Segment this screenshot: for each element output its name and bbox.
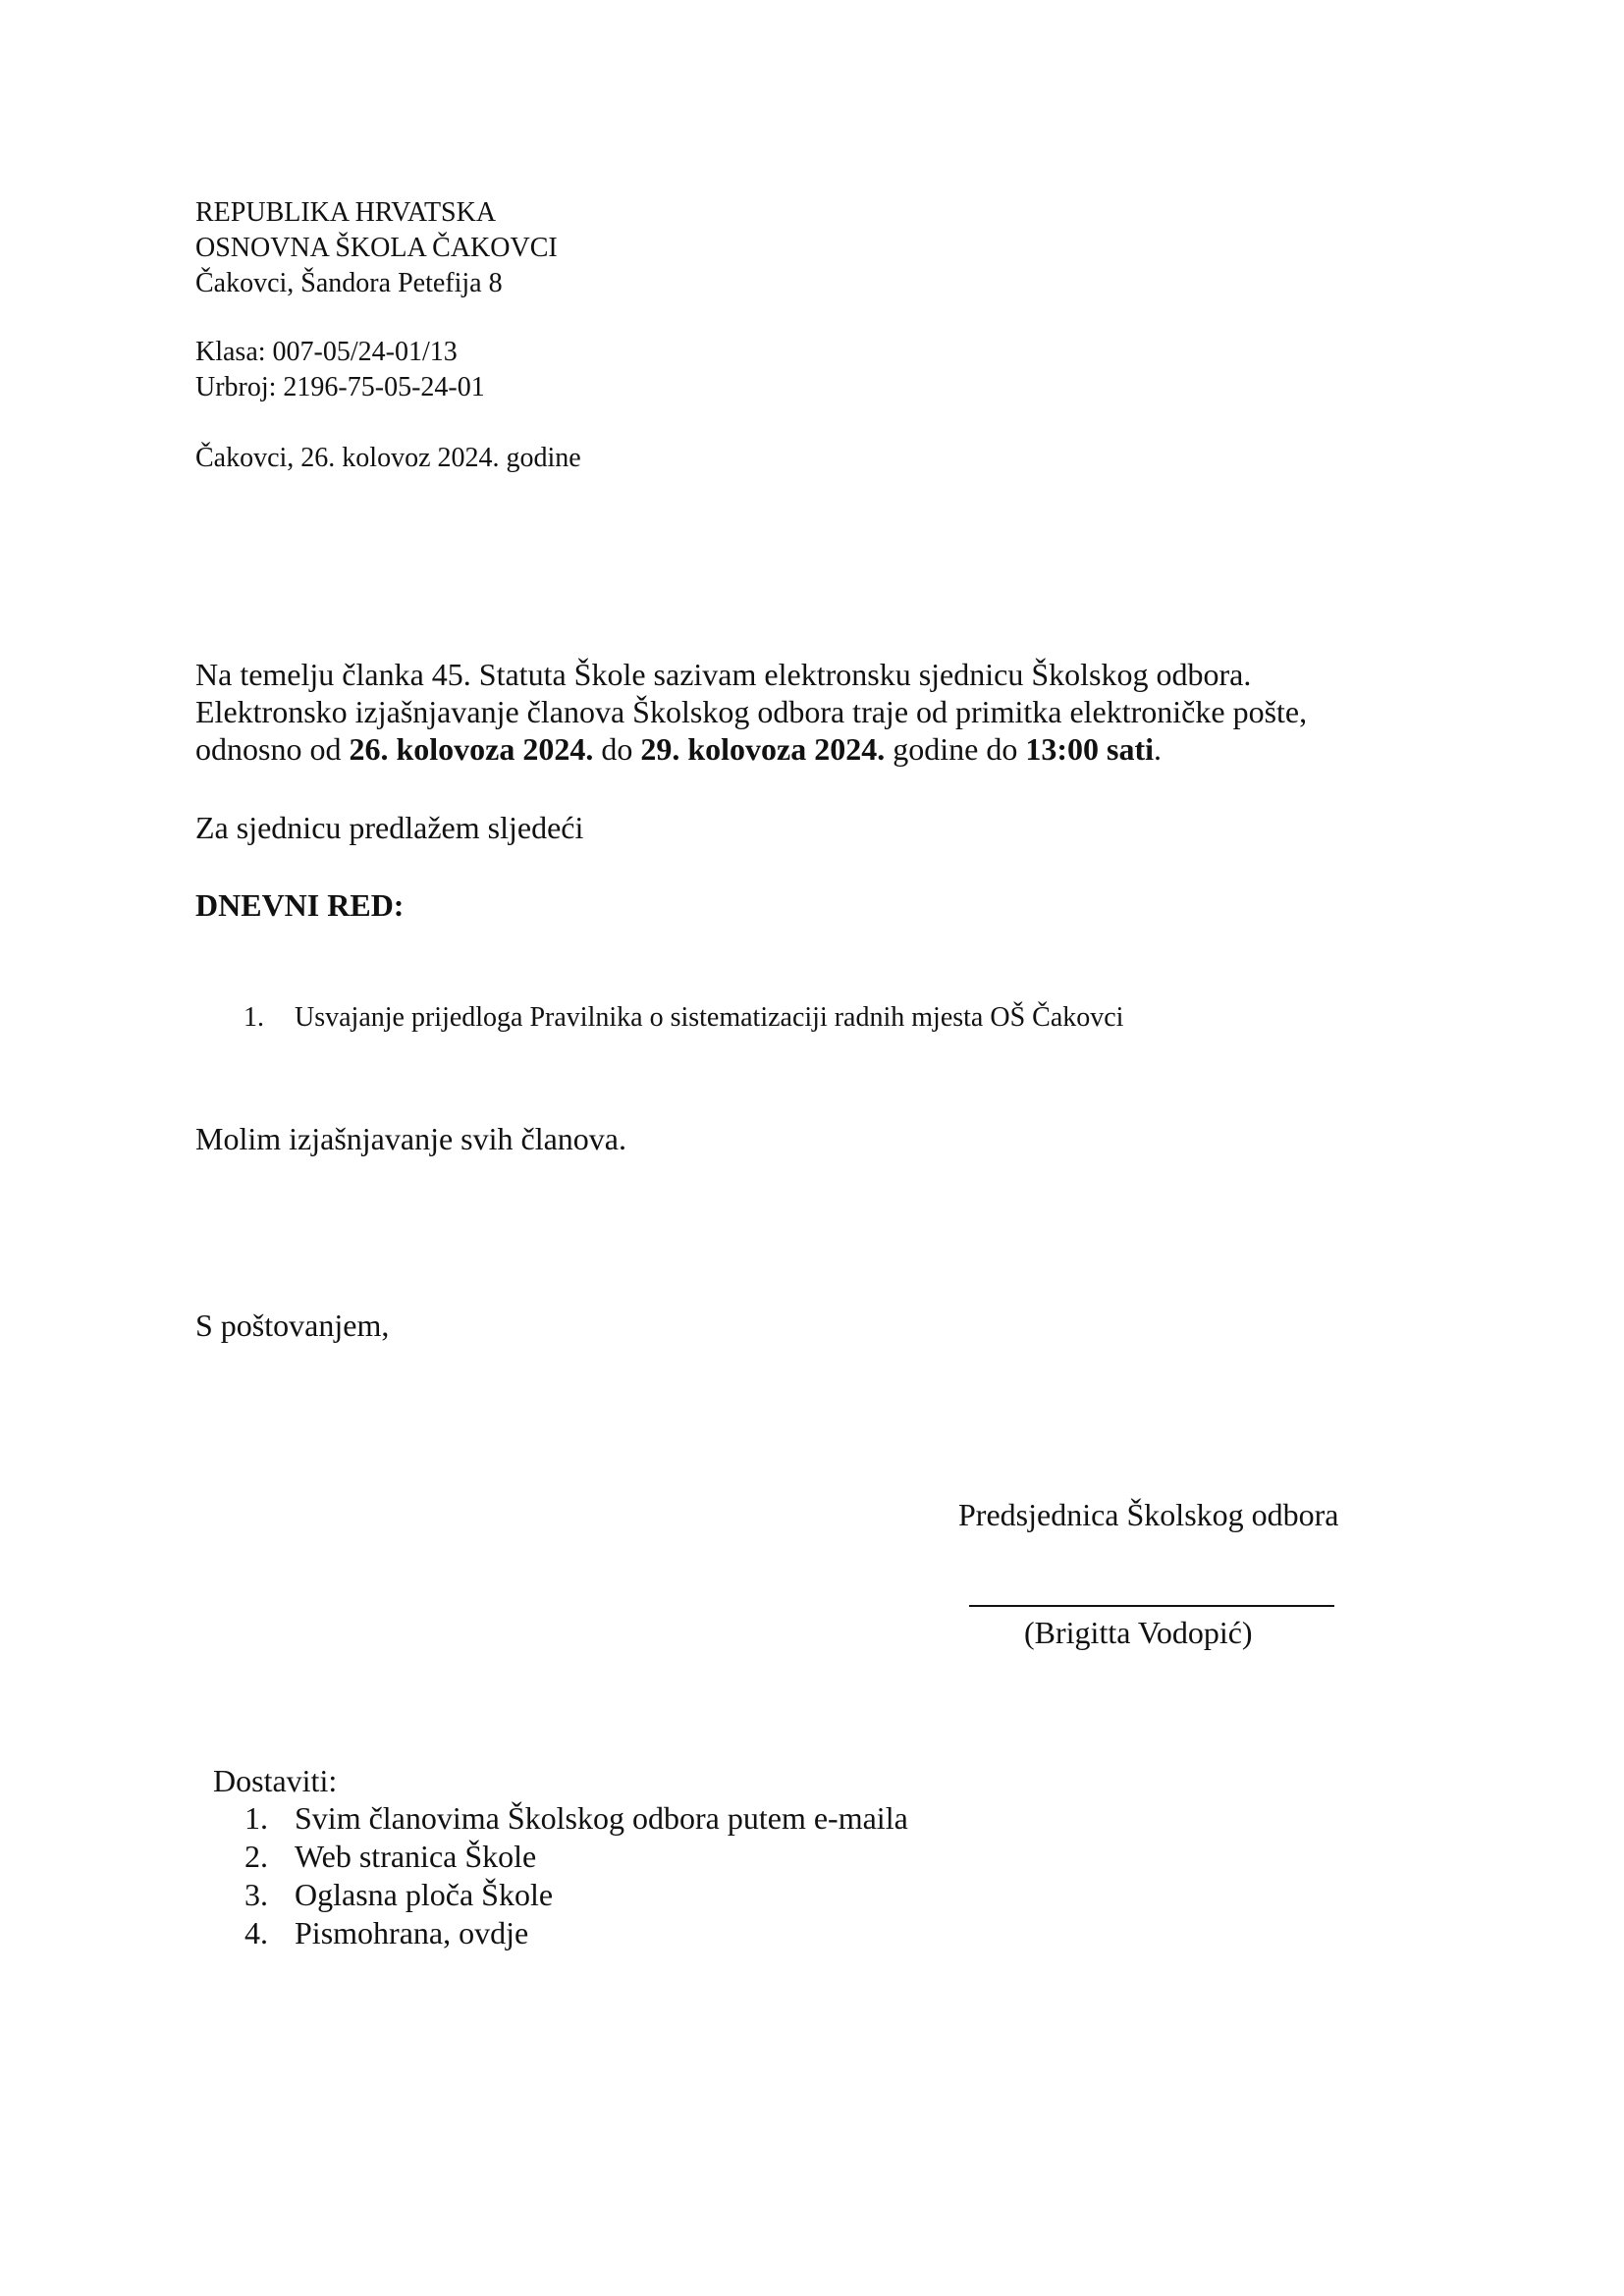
intro-line-3 xyxy=(195,730,1307,768)
intro-text: do xyxy=(593,731,641,767)
agenda-title: DNEVNI RED: xyxy=(195,887,405,923)
end-time: 13:00 sati xyxy=(1025,731,1154,767)
school-address: Čakovci, Šandora Petefija 8 xyxy=(195,268,503,298)
closing-text: S poštovanjem, xyxy=(195,1308,390,1343)
request-text: Molim izjašnjavanje svih članova. xyxy=(195,1121,626,1156)
distribution-item-text: Pismohrana, ovdje xyxy=(295,1915,529,1950)
agenda-item-text: Usvajanje prijedloga Pravilnika o sistematizaciji radnih mjesta OŠ Čakovci xyxy=(295,1002,1124,1033)
klasa-number: Klasa: 007-05/24-01/13 xyxy=(195,337,458,367)
distribution-item-number: 4. xyxy=(244,1915,268,1950)
start-date: 26. kolovoza 2024. xyxy=(349,731,594,767)
end-date: 29. kolovoza 2024. xyxy=(640,731,886,767)
distribution-title: Dostaviti: xyxy=(213,1763,338,1798)
distribution-item-text: Oglasna ploča Škole xyxy=(295,1877,554,1912)
intro-text: odnosno od xyxy=(195,731,350,767)
document-date: Čakovci, 26. kolovoz 2024. godine xyxy=(195,443,581,473)
distribution-item-text: Svim članovima Školskog odbora putem e-maila xyxy=(295,1800,908,1836)
signature-line xyxy=(969,1605,1334,1607)
distribution-item-number: 3. xyxy=(244,1877,268,1912)
signature-role: Predsjednica Školskog odbora xyxy=(958,1497,1339,1532)
intro-text: . xyxy=(1153,731,1162,767)
school-name: OSNOVNA ŠKOLA ČAKOVCI xyxy=(195,233,558,263)
intro-line-2: Elektronsko izjašnjavanje članova Školskog odbora traje od primitka elektroničke pošte, xyxy=(195,694,1308,729)
distribution-item-number: 2. xyxy=(244,1839,268,1874)
intro-text: godine do xyxy=(885,731,1026,767)
reference-numbers xyxy=(195,335,485,405)
signatory-name: (Brigitta Vodopić) xyxy=(1024,1615,1253,1650)
distribution-item-number: 1. xyxy=(244,1800,268,1836)
country-name: REPUBLIKA HRVATSKA xyxy=(195,197,497,228)
place-date xyxy=(195,441,581,476)
urbroj-number: Urbroj: 2196-75-05-24-01 xyxy=(195,372,485,402)
distribution-item-text: Web stranica Škole xyxy=(295,1839,537,1874)
intro-paragraph xyxy=(195,656,1307,768)
agenda-item-number: 1. xyxy=(244,1002,264,1033)
intro-line-1: Na temelju članka 45. Statuta Škole sazivam elektronsku sjednicu Školskog odbora. xyxy=(195,657,1252,692)
proposal-text: Za sjednicu predlažem sljedeći xyxy=(195,810,584,845)
letterhead xyxy=(195,195,558,301)
